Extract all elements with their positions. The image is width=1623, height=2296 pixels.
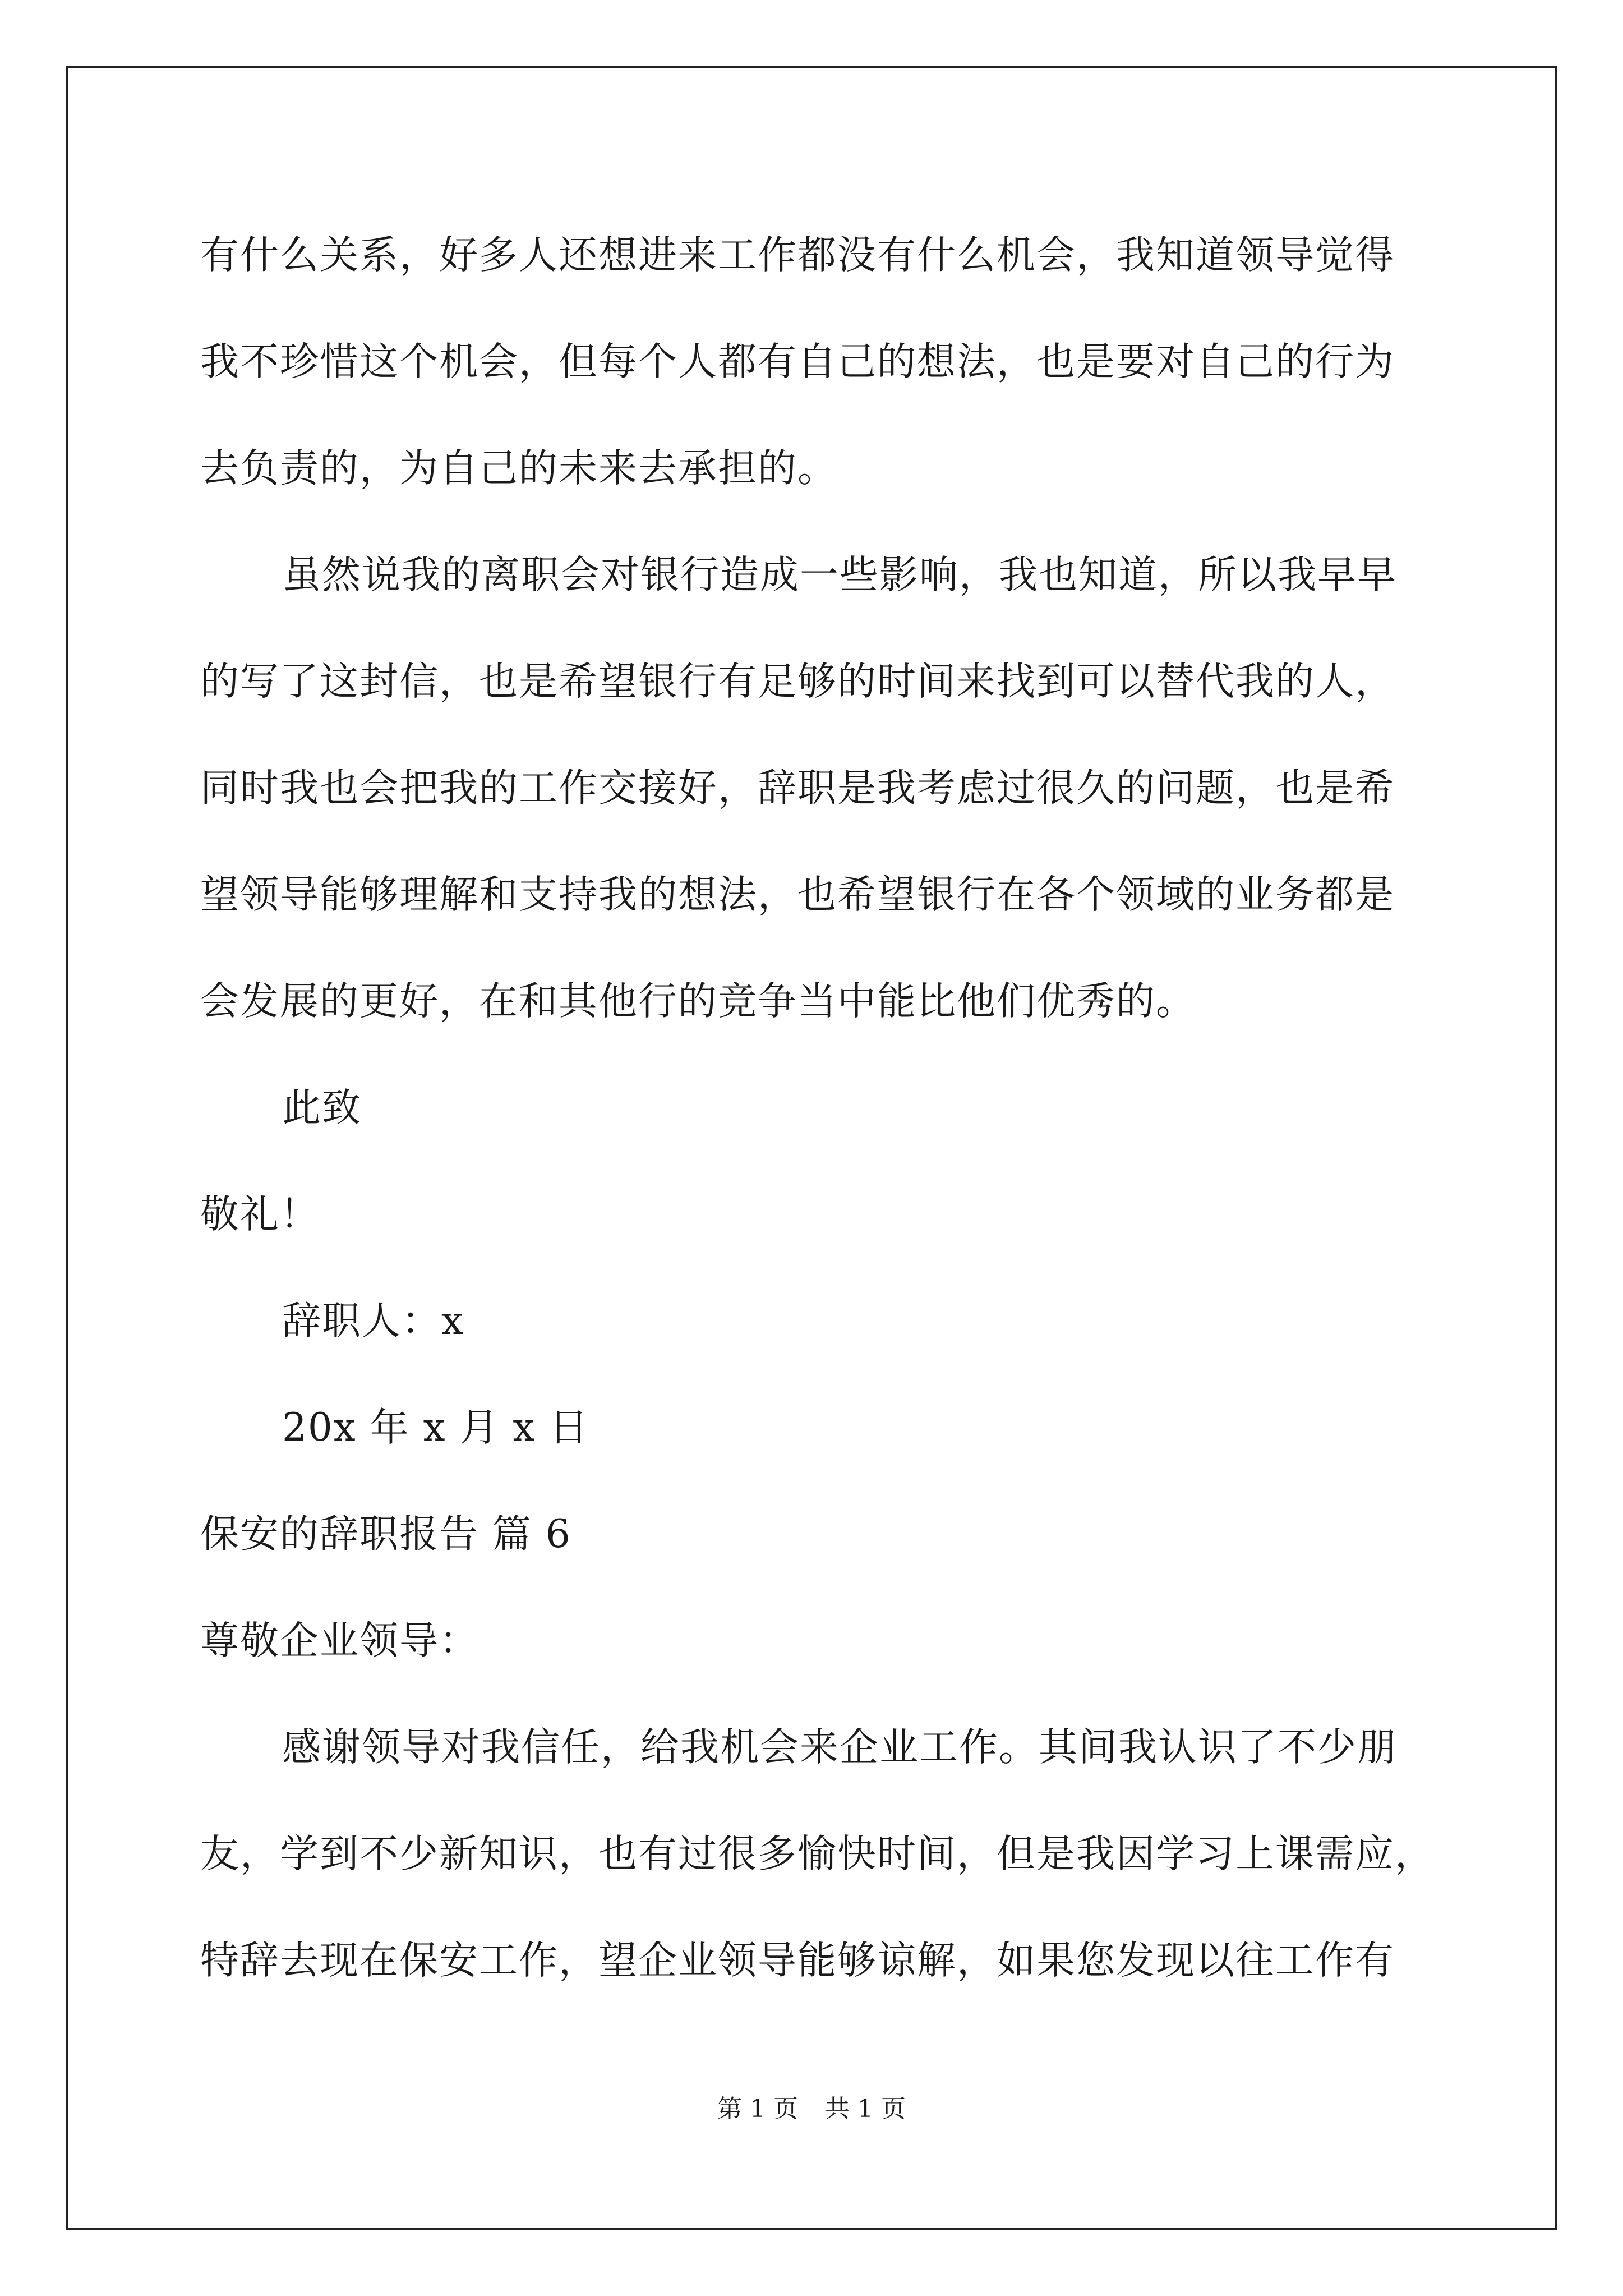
- document-body: [200, 202, 1445, 2014]
- letter-greeting: 尊敬企业领导：: [200, 1618, 479, 1663]
- body-line-2: 我不珍惜这个机会，但每个人都有自己的想法，也是要对自己的行为: [200, 339, 1395, 384]
- body-line-3: 去负责的，为自己的未来去承担的。: [200, 446, 837, 491]
- page-footer: [0, 2092, 1623, 2126]
- body-line-5: 的写了这封信，也是希望银行有足够的时间来找到可以替代我的人，: [200, 659, 1395, 704]
- page-number-total: 共 1 页: [825, 2095, 906, 2123]
- body-line-17: 特辞去现在保安工作，望企业领导能够谅解，如果您发现以往工作有: [200, 1938, 1395, 1983]
- body-line-1: 有什么关系，好多人还想进来工作都没有什么机会，我知道领导觉得: [200, 233, 1395, 278]
- body-line-4: 虽然说我的离职会对银行造成一些影响，我也知道，所以我早早: [282, 553, 1397, 597]
- body-line-8: 会发展的更好，在和其他行的竞争当中能比他们优秀的。: [200, 979, 1196, 1024]
- body-line-7: 望领导能够理解和支持我的想法，也希望银行在各个领域的业务都是: [200, 872, 1395, 917]
- date-line: 20x 年 x 月 x 日: [282, 1405, 589, 1450]
- section-heading: 保安的辞职报告 篇 6: [200, 1512, 571, 1557]
- body-line-16: 友，学到不少新知识，也有过很多愉快时间，但是我因学习上课需应，: [200, 1832, 1435, 1876]
- body-line-6: 同时我也会把我的工作交接好，辞职是我考虑过很久的问题，也是希: [200, 766, 1395, 811]
- signature-line: 辞职人：x: [282, 1299, 464, 1343]
- closing-regards: 敬礼！: [200, 1192, 320, 1237]
- page-number-current: 第 1 页: [717, 2095, 798, 2123]
- body-line-15: 感谢领导对我信任，给我机会来企业工作。其间我认识了不少朋: [282, 1725, 1397, 1770]
- closing-salutation: 此致: [282, 1085, 362, 1130]
